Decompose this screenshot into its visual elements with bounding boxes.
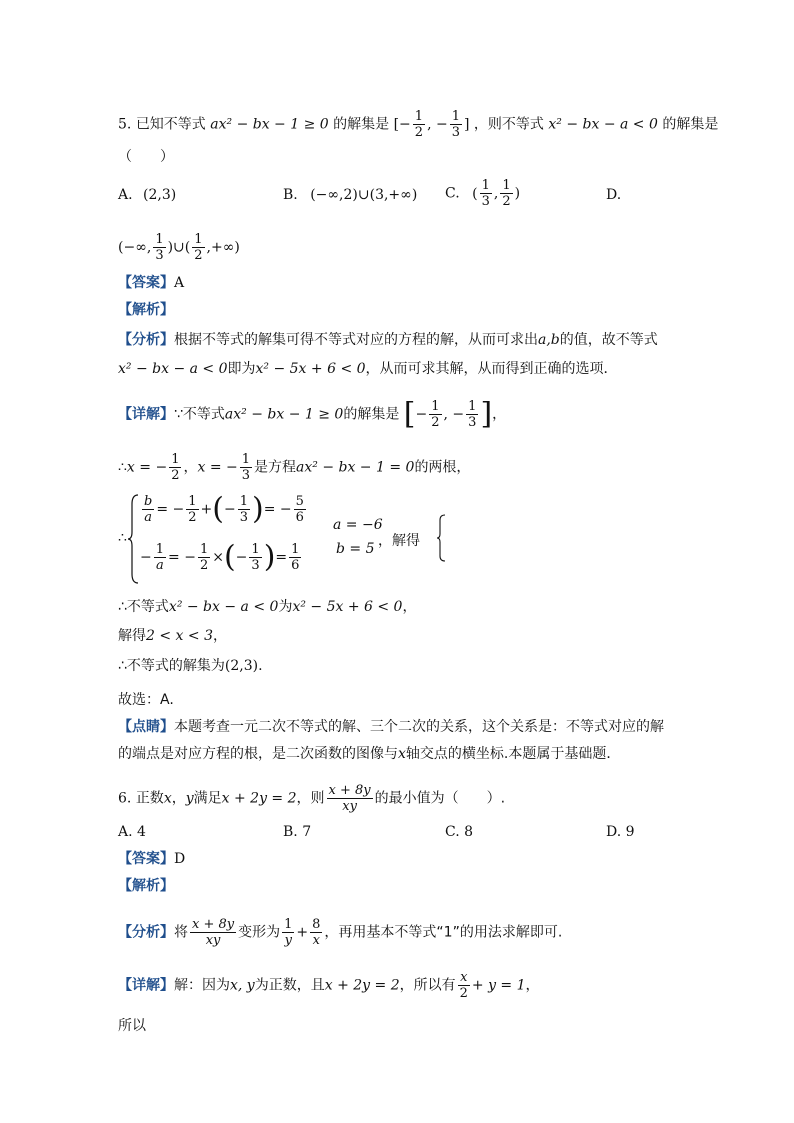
q5-dj-1: 本题考查一元二次不等式的解、三个二次的关系，这个关系是：不等式对应的解: [174, 719, 664, 735]
q5-sys-r2-frac-1a: $\frac{1}{a}$: [155, 542, 165, 573]
q5-dj-2b: x: [398, 746, 406, 762]
q6-xj-a: 解：因为: [174, 977, 230, 994]
q5-xiangjie-line2: [118, 452, 470, 483]
q5-stem-d: 的解集是: [662, 116, 719, 133]
q5-ineq2: x² − bx − a < 0: [548, 116, 658, 133]
q5-sys-r2-frac-third: $\frac{1}{3}$: [251, 542, 260, 573]
q6-option-d: D. 9: [606, 824, 635, 840]
q5-fenxi-2a: x² − bx − a < 0: [118, 361, 228, 377]
q5-fenxi-line2: [118, 360, 618, 378]
q5-option-d-text: [118, 232, 240, 263]
q6-answer-tag: 【答案】: [118, 851, 174, 867]
q5-sys-r1-a: = −: [156, 501, 185, 518]
q5-dianjing-line2: [118, 745, 620, 763]
q5-sys-row2: − $\frac{1}{a}$ = − $\frac{1}{2}$ ×(− $\frac{1}{3}$ )= $\frac{1}{6}$: [140, 539, 300, 575]
q5-set-close: ]: [464, 116, 470, 133]
q5-sys-frac-ba: $\frac{b}{a}$: [144, 494, 153, 525]
q5-sys-r2-c: ×: [212, 549, 224, 566]
q5-concl-2a: 解得: [118, 628, 146, 644]
left-bracket: [: [403, 396, 416, 432]
q5-answer-value: A: [174, 275, 185, 291]
q5-xj-2c: ，: [183, 459, 198, 476]
q5-option-b-label: B.: [283, 187, 298, 203]
q5-conclusion-line1: [118, 598, 416, 616]
q5-xiangjie-tag: 【详解】: [118, 406, 174, 423]
q6-fx-frac-main: $\frac{x + 8y}{xy}$: [192, 917, 235, 948]
q6-x: x: [163, 790, 172, 807]
q5-concl-1e: ，: [402, 599, 417, 615]
q6-fx-d: ，再用基本不等式“1”的用法求解即可.: [324, 924, 563, 941]
q5-set-open: [−: [393, 116, 411, 133]
q5-sys-r2-frac-16: $\frac{1}{6}$: [291, 542, 300, 573]
q5-option-c-label: C.: [445, 185, 460, 202]
q5-sys-r1-c: = −: [263, 501, 292, 518]
q5-concl-3c: .: [258, 658, 263, 674]
q5-xj-2g: 的两根，: [414, 459, 471, 476]
q5-xj2-frac-half: $\frac{1}{2}$: [171, 452, 180, 483]
q5-option-d-close: ,+∞): [206, 239, 240, 256]
q5-sys-a-value: a = −6: [333, 517, 383, 533]
q5-conclusion-line3: [118, 657, 263, 675]
q5-concl-1a: ∴不等式: [118, 599, 169, 615]
q5-stem-a: 已知不等式: [135, 116, 206, 133]
q5-frac-third: $\frac{1}{3}$: [451, 109, 460, 140]
q6-xj-g: + y = 1: [471, 977, 526, 994]
q5-sys-r2-a: −: [140, 549, 152, 566]
q5-fenxi-1a: 根据不等式的解集可得不等式对应的方程的解，从而可求出: [174, 332, 538, 348]
q5-option-d-label-text: D.: [606, 187, 622, 203]
q5-option-c-frac1: $\frac{1}{3}$: [481, 178, 490, 209]
q5-concl-3b: (2,3): [224, 658, 259, 674]
q5-dianjing-line1: [118, 718, 664, 736]
q6-analysis-tag-text: 【解析】: [118, 878, 174, 894]
q5-analysis-tag-text: 【解析】: [118, 302, 174, 318]
q5-sys-r2-b: = −: [168, 549, 196, 566]
q5-stem-c: ，则不等式: [473, 116, 544, 133]
q5-fenxi-tag: 【分析】: [118, 332, 174, 348]
q5-dj-2c: 轴交点的横坐标.本题属于基础题．: [405, 746, 621, 762]
q5-xj-1c: 的解集是: [343, 406, 400, 423]
q6-answer-value: D: [174, 851, 186, 867]
q5-concl-1c: 为: [278, 599, 293, 615]
q5-option-d-frac1: $\frac{1}{3}$: [155, 232, 164, 263]
q6-fenxi: [118, 917, 562, 948]
q6-fx-frac-8x: $\frac{8}{x}$: [312, 917, 321, 948]
q6-comma: ，: [171, 790, 186, 807]
q6-answer: [118, 850, 185, 868]
q5-xj-1a: ∵不等式: [174, 406, 225, 423]
q5-xiangjie-line1: 【详解】∵不等式ax² − bx − 1 ≥ 0的解集是 [− $\frac{1}{2}$ , − $\frac{1}{3}$ ]，: [118, 396, 507, 432]
q5-option-c-close: ): [514, 185, 521, 202]
q6-fx-b: 变形为: [238, 924, 281, 941]
q5-ineq1: ax² − bx − 1 ≥ 0: [210, 116, 329, 133]
q6-stem: [118, 783, 505, 814]
q5-analysis-tag: [118, 301, 174, 319]
right-bracket: ]: [480, 396, 493, 432]
q5-set-mid: , −: [427, 116, 448, 133]
q5-option-d-label: [606, 186, 621, 204]
q6-y: y: [185, 790, 194, 807]
q5-concl-2b: 2 < x < 3: [146, 628, 213, 644]
q6-stem-a: 正数: [135, 790, 164, 807]
q5-fenxi-1c: 的值，故不等式: [559, 332, 658, 348]
q5-sys-r1-b: +: [200, 501, 213, 518]
q6-last-line: 所以: [118, 1018, 146, 1034]
q5-sys-row1: $\frac{b}{a}$ = − $\frac{1}{2}$ +(− $\frac{1}{3}$ )= − $\frac{5}{6}$: [144, 491, 304, 527]
q5-answer-tag: 【答案】: [118, 275, 174, 291]
q5-xj-1d: ，: [492, 406, 507, 423]
q5-option-c: [445, 178, 520, 209]
q6-option-b: B. 7: [283, 824, 312, 840]
q5-sys-r1-frac-56: $\frac{5}{6}$: [295, 494, 304, 525]
q5-xj-1b: ax² − bx − 1 ≥ 0: [224, 406, 344, 423]
q6-cond: x + 2y = 2: [221, 790, 297, 807]
q5-option-a: [118, 186, 176, 204]
q5-sys-therefore: ∴: [118, 530, 127, 546]
q5-dianjing-tag: 【点睛】: [118, 719, 174, 735]
q5-concl-3a: ∴不等式的解集为: [118, 658, 225, 674]
q5-equation-system: [118, 492, 438, 587]
q6-fx-c: +: [296, 924, 309, 941]
q5-fenxi-line1: [118, 331, 658, 349]
q6-fenxi-tag: 【分析】: [118, 924, 174, 941]
q6-option-c: C. 8: [445, 824, 474, 840]
q5-option-d-open: (−∞,: [118, 239, 152, 256]
q5-conclusion-line2: [118, 627, 227, 645]
q6-stem-c: ，则: [296, 790, 325, 807]
q6-xj-b: x, y: [230, 977, 255, 994]
q5-answer: [118, 274, 184, 292]
q5-xj-2a: ∴: [118, 459, 127, 476]
q5-fenxi-2c: x² − 5x + 6 < 0: [255, 361, 366, 377]
q5-sys-solve: ，解得: [378, 533, 420, 549]
q5-option-a-text: (2,3): [143, 187, 177, 203]
q5-xj2-frac-third: $\frac{1}{3}$: [241, 452, 251, 483]
q6-option-a: A. 4: [118, 824, 146, 840]
q5-sys-r1-frac-half: $\frac{1}{2}$: [188, 494, 197, 525]
small-brace-icon: [437, 514, 447, 562]
q5-fenxi-2b: 即为: [227, 361, 256, 377]
q5-paren: （ ）: [118, 149, 174, 165]
q5-option-c-frac2: $\frac{1}{2}$: [502, 178, 511, 209]
q6-fx-a: 将: [174, 924, 188, 941]
q5-xj-2d: x = −: [197, 459, 238, 476]
q6-xj-frac-x2: $\frac{x}{2}$: [459, 970, 468, 1001]
q5-xj-2b: x = −: [126, 459, 168, 476]
q5-stem-b: 的解集是: [333, 116, 390, 133]
q5-sys-r1-frac-third: $\frac{1}{3}$: [239, 494, 248, 525]
left-brace-icon: [128, 494, 140, 584]
q5-stem: [118, 109, 718, 140]
q5-option-d-mid: )∪(: [167, 239, 191, 256]
q6-xj-e: ，所以有: [399, 977, 456, 994]
q5-choose: 故选：A.: [118, 692, 174, 708]
q6-number: 6.: [118, 790, 132, 807]
q5-dj-2a: 的端点是对应方程的根，是二次函数的图像与: [118, 746, 398, 762]
q5-concl-2c: ，: [212, 628, 227, 644]
q5-frac-half: $\frac{1}{2}$: [414, 109, 424, 140]
q5-concl-1b: x² − bx − a < 0: [168, 599, 279, 615]
q5-option-c-comma: ,: [493, 185, 499, 202]
q6-fx-frac-1y: $\frac{1}{y}$: [284, 917, 293, 948]
q5-option-a-label: A.: [118, 187, 133, 203]
q6-xiangjie: [118, 970, 540, 1001]
q5-option-b: [283, 186, 417, 204]
q6-xj-c: 为正数，且: [254, 977, 325, 994]
q6-xj-d: x + 2y = 2: [324, 977, 400, 994]
q5-fenxi-1b: a,b: [538, 332, 560, 348]
q5-option-c-open: (: [472, 185, 478, 202]
q6-stem-d: 的最小值为（ ）.: [374, 790, 506, 807]
q5-option-d-frac2: $\frac{1}{2}$: [194, 232, 203, 263]
q5-xj-frac-half: $\frac{1}{2}$: [431, 399, 440, 430]
q5-xj-frac-third: $\frac{1}{3}$: [468, 399, 477, 430]
q6-analysis-tag: [118, 877, 174, 895]
q5-xj-2e: 是方程: [254, 459, 297, 476]
q6-stem-b: 满足: [193, 790, 222, 807]
q5-sys-b-value: b = 5: [336, 541, 375, 557]
q5-option-b-text: (−∞,2)∪(3,+∞): [310, 187, 418, 203]
q5-sys-r2-frac-half: $\frac{1}{2}$: [199, 542, 209, 573]
q5-xj-2f: ax² − bx − 1 = 0: [296, 459, 415, 476]
q5-sys-r2-d: =: [275, 549, 288, 566]
q5-fenxi-2d: ，从而可求其解，从而得到正确的选项．: [365, 361, 618, 377]
q6-xj-h: ，: [525, 977, 540, 994]
q5-concl-1d: x² − 5x + 6 < 0: [292, 599, 403, 615]
q5-number: 5.: [118, 116, 132, 133]
q6-xiangjie-tag: 【详解】: [118, 977, 174, 994]
q6-frac-main: $\frac{x + 8y}{xy}$: [328, 783, 371, 814]
